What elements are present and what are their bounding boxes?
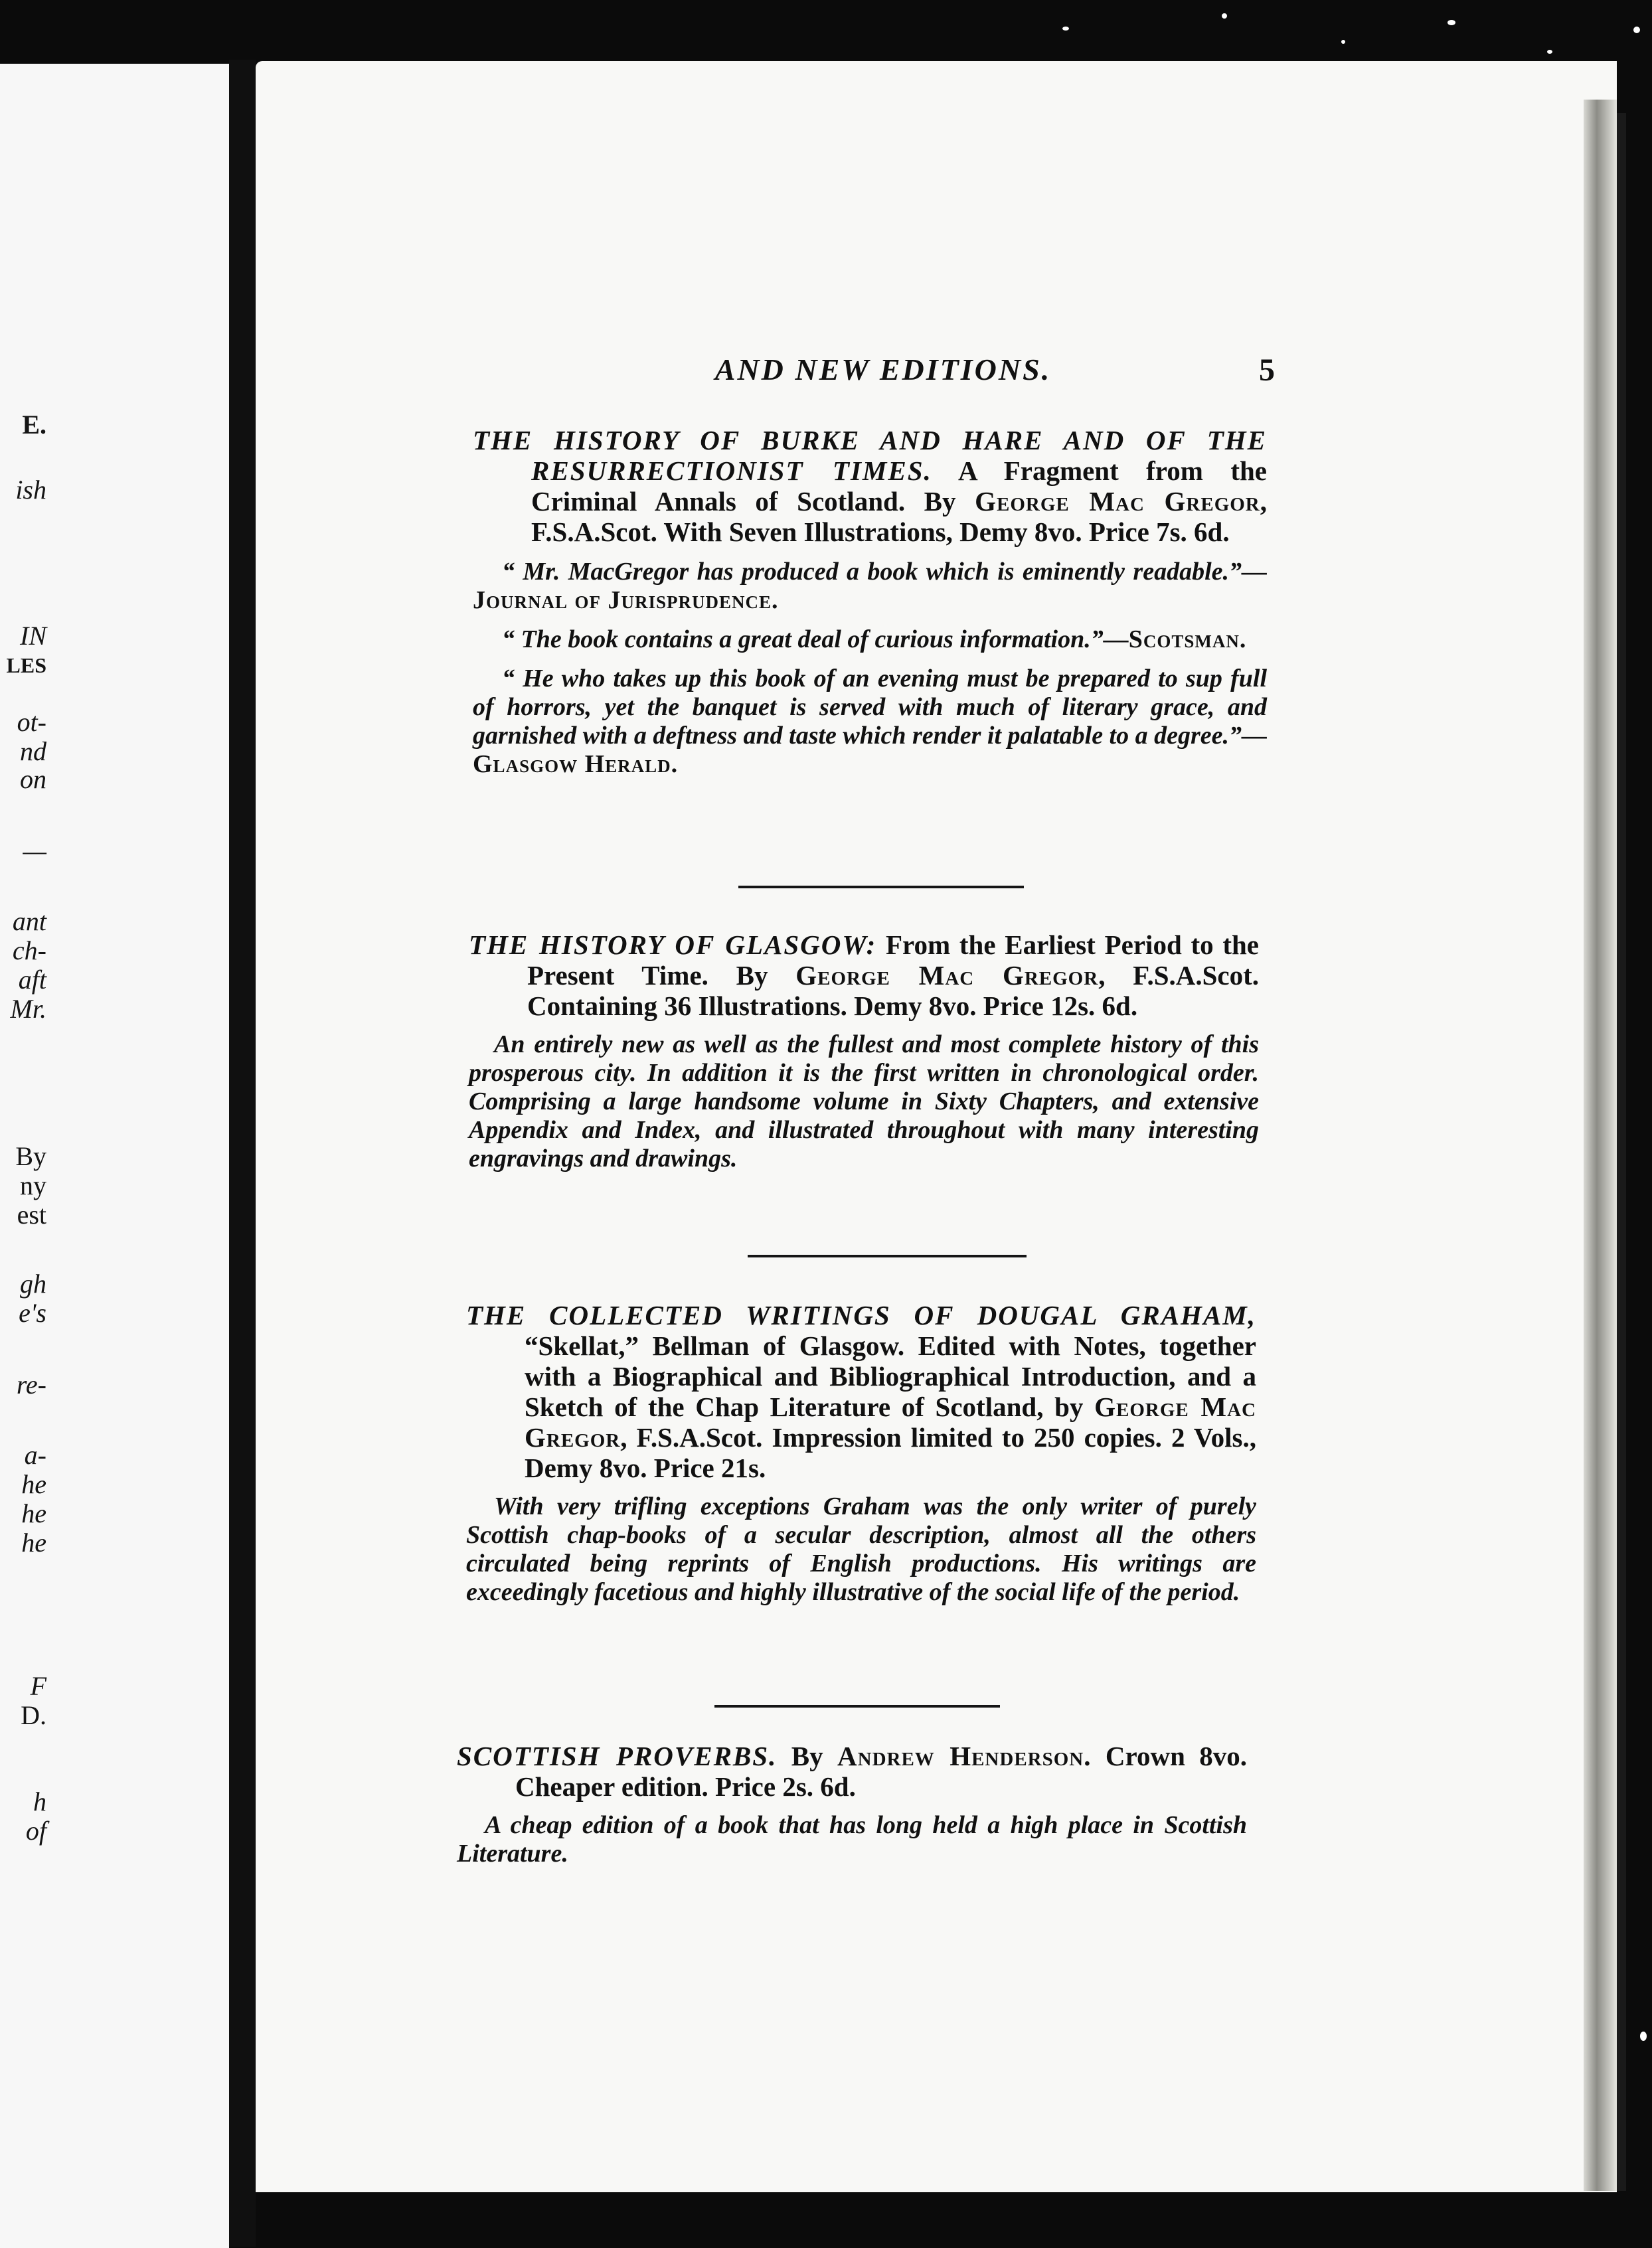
entry-author: George Mac Gregor	[795, 960, 1099, 991]
catalogue-entry-burke-and-hare	[473, 425, 1267, 779]
previous-page-fragment: ny	[20, 1170, 46, 1200]
entry-description: With very trifling exceptions Graham was the only writer of purely Scottish chap-books of a secular description, almost all the others circulated being reprints of English productions. His writings are exceedingly facetious and highly illustrative of the social life of the period.	[466, 1492, 1256, 1606]
entry-text-after-author: , F.S.A.Scot. Containing 36 Illustrations. Demy 8vo. Price 12s. 6d.	[527, 960, 1260, 1021]
background-speck	[1062, 27, 1069, 31]
previous-page-fragment: By	[15, 1141, 46, 1171]
previous-page-fragment: Mr.	[10, 994, 46, 1024]
section-divider	[748, 1255, 1027, 1257]
entry-main-text	[469, 929, 1259, 1021]
quote-text: “ The book contains a great deal of curious information.”—	[502, 625, 1129, 653]
page-edge-shadow	[1617, 113, 1626, 2191]
previous-page-fragment: ant	[12, 906, 46, 936]
entry-main-text	[457, 1741, 1247, 1802]
press-quote	[473, 558, 1267, 615]
quote-source: Journal of Jurisprudence.	[473, 586, 779, 614]
book-gutter	[229, 60, 256, 2247]
background-speck	[1633, 27, 1640, 33]
entry-title: THE HISTORY OF BURKE AND HARE AND OF THE RESURRECTIONIST TIMES.	[473, 425, 1267, 486]
previous-page	[0, 64, 229, 2248]
previous-page-fragment: —	[23, 836, 46, 866]
background-speck	[1640, 2032, 1647, 2041]
catalogue-entry-scottish-proverbs	[457, 1741, 1247, 1868]
page-edge	[1584, 100, 1617, 2191]
entry-text-before-author: “Skellat,” Bellman of Glasgow. Edited with Notes, together with a Biographical and Bibliographical Introduction, and a Sketch of the Chap Literature of Scotland, by	[525, 1330, 1256, 1422]
quote-source: Scotsman.	[1128, 625, 1247, 653]
previous-page-fragment: ot-	[17, 707, 46, 737]
previous-page-fragment: of	[25, 1816, 46, 1846]
previous-page-fragment: D.	[21, 1700, 46, 1730]
entry-text-after-author: , F.S.A.Scot. With Seven Illustrations, Demy 8vo. Price 7s. 6d.	[531, 486, 1267, 547]
entry-title: SCOTTISH PROVERBS.	[457, 1741, 778, 1771]
previous-page-fragment: he	[21, 1498, 46, 1528]
background-speck	[1547, 50, 1552, 54]
running-head: AND NEW EDITIONS.	[714, 353, 1052, 386]
previous-page-fragment: est	[17, 1200, 46, 1230]
previous-page-fragment: e's	[19, 1298, 46, 1328]
entry-author: George Mac Gregor	[525, 1392, 1256, 1453]
background-speck	[1447, 20, 1455, 25]
previous-page-fragment: he	[21, 1528, 46, 1558]
quote-text: “ He who takes up this book of an evening must be prepared to sup full of horrors, yet the banquet is served with much of literary grace, and garnished with a deftness and taste which render it palatable to a degree.”—	[473, 665, 1267, 750]
section-divider	[738, 886, 1024, 888]
previous-page-fragment: he	[21, 1469, 46, 1499]
previous-page-fragment: a-	[24, 1440, 46, 1470]
catalogue-entry-dougal-graham	[466, 1300, 1256, 1607]
previous-page-fragment: IN	[20, 621, 46, 651]
quote-text: “ Mr. MacGregor has produced a book which is eminently readable.”—	[502, 558, 1267, 586]
previous-page-fragment: E.	[22, 410, 46, 440]
previous-page-fragment: on	[20, 764, 46, 794]
entry-main-text	[466, 1300, 1256, 1483]
entry-description: A cheap edition of a book that has long held a high place in Scottish Literature.	[457, 1811, 1247, 1868]
entry-main-text	[473, 425, 1267, 547]
quote-source: Glasgow Herald.	[473, 750, 679, 778]
previous-page-fragment: gh	[20, 1269, 46, 1299]
previous-page-fragment: re-	[16, 1370, 46, 1400]
page-number: 5	[1259, 353, 1275, 388]
entry-text-before-author: By	[791, 1741, 823, 1771]
catalogue-entry-history-of-glasgow	[469, 929, 1259, 1173]
entry-author: Andrew Henderson.	[837, 1741, 1092, 1771]
previous-page-fragment: nd	[20, 736, 46, 766]
entry-text-after-author: Crown 8vo. Cheaper edition. Price 2s. 6d.	[515, 1741, 1248, 1802]
entry-text-before-author: From the Earliest Period to the Present Time. By	[527, 929, 1260, 991]
previous-page-fragment: ish	[15, 475, 46, 505]
press-quote	[473, 665, 1267, 779]
entry-title: THE COLLECTED WRITINGS OF DOUGAL GRAHAM,	[466, 1300, 1256, 1330]
previous-page-fragment: aft	[18, 965, 46, 995]
previous-page-fragment: h	[33, 1787, 46, 1816]
entry-text-after-author: , F.S.A.Scot. Impression limited to 250 copies. 2 Vols., Demy 8vo. Price 21s.	[525, 1422, 1256, 1483]
entry-title: THE HISTORY OF GLASGOW:	[469, 929, 877, 960]
previous-page-fragment: ch-	[12, 935, 46, 965]
background-speck	[1222, 13, 1227, 19]
entry-author: George Mac Gregor	[975, 486, 1260, 517]
press-quote	[473, 625, 1267, 654]
previous-page-fragment: F	[30, 1671, 46, 1701]
previous-page-fragment: LES	[6, 653, 46, 677]
section-divider	[714, 1705, 1000, 1708]
background-speck	[1341, 40, 1345, 44]
entry-description: An entirely new as well as the fullest and most complete history of this prosperous city. In addition it is the first written in chronological order. Comprising a large handsome volume in Sixty Chapters, and extensive Appendix and Index, and illustrated throughout with many interesting engravings and drawings.	[469, 1030, 1259, 1172]
entry-text-before-author: A Fragment from the Criminal Annals of Scotland. By	[531, 455, 1267, 517]
